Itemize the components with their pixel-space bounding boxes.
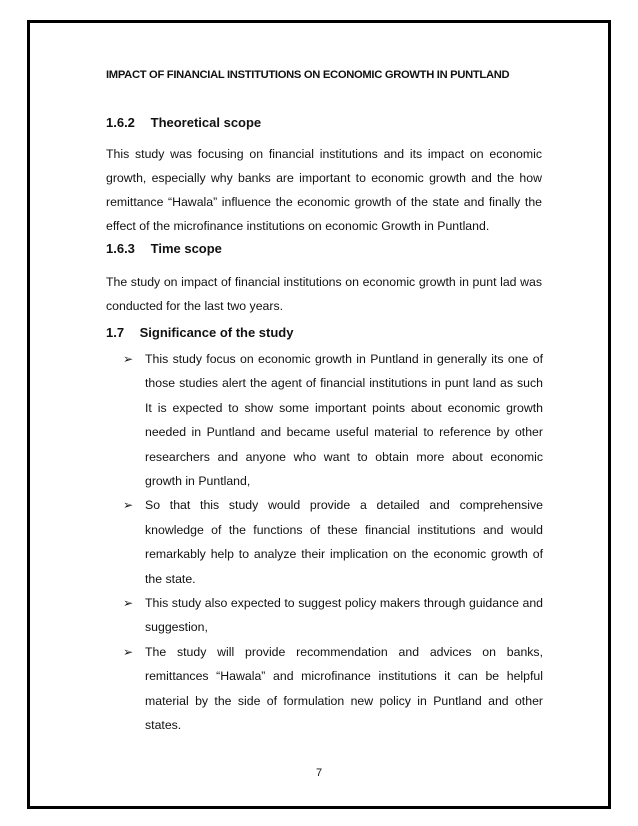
bullet-item: [123, 493, 543, 591]
text-line: suggestion,: [145, 620, 208, 635]
text-line: The study on impact of financial institutions on economic growth in punt lad was: [106, 275, 542, 289]
section-number: 1.6.3: [106, 241, 135, 256]
text-line: conducted for the last two years.: [106, 299, 284, 313]
arrow-bullet-icon: ➢: [123, 596, 134, 611]
section-heading-time-scope: [106, 241, 222, 256]
bullet-item: [123, 347, 543, 493]
significance-bullet-list: [123, 347, 543, 738]
section-title: Time scope: [150, 241, 222, 256]
text-line: This study focus on economic growth in Puntland in generally its one of: [145, 352, 543, 366]
text-line: The study will provide recommendation and advices on banks,: [145, 644, 543, 659]
arrow-bullet-icon: ➢: [123, 352, 134, 366]
bullet-item: [123, 591, 543, 640]
text-line: This study was focusing on financial institutions and its impact on economic: [106, 147, 542, 161]
section-title: Significance of the study: [139, 325, 294, 340]
text-line: growth in Puntland,: [145, 474, 251, 489]
text-line: This study also expected to suggest policy makers through guidance and: [145, 596, 543, 611]
arrow-bullet-icon: ➢: [123, 644, 134, 659]
text-line: the state.: [145, 571, 196, 586]
text-line: So that this study would provide a detailed and comprehensive: [145, 498, 543, 513]
section-heading-significance: [106, 325, 293, 340]
section-title: Theoretical scope: [150, 115, 262, 130]
text-line: researchers and anyone who want to obtain more about economic: [145, 449, 543, 464]
text-line: material by the side of formulation new policy in Puntland and other: [145, 693, 543, 708]
text-line: remittance “Hawala” influence the economic growth of the state and finally the: [106, 195, 542, 209]
section-number: 1.6.2: [106, 115, 135, 130]
text-line: effect of the microfinance institutions on economic Growth in Puntland.: [106, 219, 490, 233]
text-line: remittances “Hawala” and microfinance institutions it can be helpful: [145, 669, 543, 684]
text-line: needed in Puntland and became useful material to reference by other: [145, 425, 543, 440]
paragraph-time-scope: [106, 270, 542, 318]
arrow-bullet-icon: ➢: [123, 498, 134, 513]
section-number: 1.7: [106, 325, 125, 340]
text-line: It is expected to show some important points about economic growth: [145, 400, 543, 415]
text-line: remarkably help to analyze their implication on the economic growth of: [145, 547, 543, 562]
paragraph-theoretical-scope: [106, 142, 542, 238]
bullet-item: [123, 640, 543, 738]
text-line: knowledge of the functions of these financial institutions and would: [145, 522, 543, 537]
page-number: 7: [316, 767, 323, 779]
text-line: states.: [145, 718, 182, 733]
running-header: IMPACT OF FINANCIAL INSTITUTIONS ON ECONOMIC GROWTH IN PUNTLAND: [106, 69, 510, 81]
section-heading-theoretical-scope: [106, 115, 261, 130]
text-line: those studies alert the agent of financial institutions in punt land as such: [145, 376, 543, 391]
text-line: growth, especially why banks are important to economic growth and the how: [106, 171, 542, 185]
